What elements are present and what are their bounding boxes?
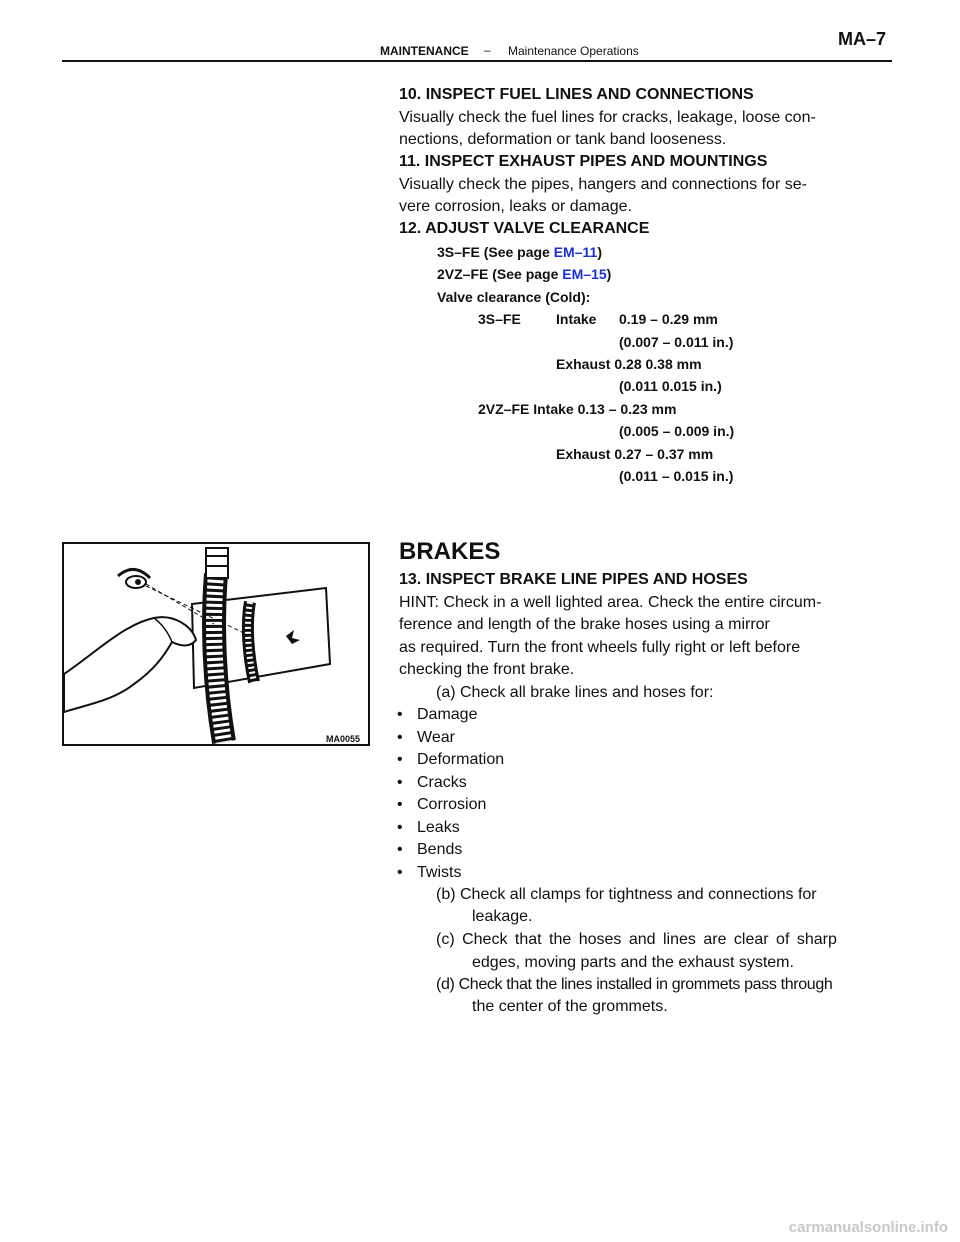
substep-a: (a) Check all brake lines and hoses for:	[436, 684, 714, 701]
bullet-text: Wear	[417, 729, 455, 746]
bullet-wear	[397, 729, 455, 747]
header-separator: –	[484, 43, 491, 57]
ref-3sfe-post: )	[597, 244, 602, 260]
bullet-damage	[397, 706, 477, 724]
bullet-icon: •	[397, 819, 403, 836]
bullet-icon: •	[397, 729, 403, 746]
bullet-icon: •	[397, 864, 403, 881]
bullet-text: Leaks	[417, 819, 460, 836]
hint-line-3: as required. Turn the front wheels fully right or left before	[399, 639, 801, 656]
bullet-icon: •	[397, 706, 403, 723]
hint-line-1: HINT: Check in a well lighted area. Check the entire circum-	[399, 594, 822, 611]
figure-brake-hose-inspection	[62, 542, 370, 746]
bullet-icon: •	[397, 796, 403, 813]
link-em-15[interactable]: EM–15	[562, 266, 607, 282]
ref-3sfe-pre: 3S–FE (See page	[437, 244, 554, 260]
spec-2vzfe-exhaust-mm: Exhaust 0.27 – 0.37 mm	[556, 446, 714, 462]
step-13-title: 13. INSPECT BRAKE LINE PIPES AND HOSES	[399, 571, 748, 588]
spec-2vzfe-intake-mm: 2VZ–FE Intake 0.13 – 0.23 mm	[478, 401, 677, 417]
brake-hose-illustration	[64, 544, 368, 744]
bullet-text: Corrosion	[417, 796, 487, 813]
hint-line-2: ference and length of the brake hoses using a mirror	[399, 616, 770, 633]
header-rule	[62, 60, 892, 62]
bullet-leaks	[397, 819, 460, 837]
substep-b-line-1: (b) Check all clamps for tightness and connections for	[436, 886, 817, 903]
bullet-text: Bends	[417, 841, 463, 858]
step-11-line-1: Visually check the pipes, hangers and connections for se-	[399, 176, 807, 193]
spec-3sfe-intake-in: (0.007 – 0.011 in.)	[619, 334, 734, 350]
spec-3sfe-exhaust-mm: Exhaust 0.28 0.38 mm	[556, 356, 702, 372]
bullet-text: Damage	[417, 706, 478, 723]
spec-3sfe-intake-label: Intake	[556, 311, 597, 327]
bullet-bends	[397, 841, 462, 859]
step-10-line-1: Visually check the fuel lines for cracks, leakage, loose con-	[399, 109, 816, 126]
ref-3sfe	[437, 244, 602, 260]
bullet-text: Cracks	[417, 774, 467, 791]
substep-d-line-1: (d) Check that the lines installed in grommets pass through	[436, 976, 833, 993]
bullet-icon: •	[397, 841, 403, 858]
step-10-title: 10. INSPECT FUEL LINES AND CONNECTIONS	[399, 86, 754, 103]
spec-title: Valve clearance (Cold):	[437, 289, 591, 305]
bullet-corrosion	[397, 796, 486, 814]
ref-2vzfe-pre: 2VZ–FE (See page	[437, 266, 563, 282]
header-section: MAINTENANCE	[380, 44, 469, 58]
bullet-deformation	[397, 751, 504, 769]
bullet-cracks	[397, 774, 467, 792]
substep-c-line-2: edges, moving parts and the exhaust system.	[472, 954, 794, 971]
bullet-text: Deformation	[417, 751, 505, 768]
link-em-11[interactable]: EM–11	[553, 244, 598, 260]
substep-b-line-2: leakage.	[472, 908, 533, 925]
spec-2vzfe-intake-in: (0.005 – 0.009 in.)	[619, 423, 735, 439]
page-number: MA–7	[838, 29, 887, 49]
step-10-line-2: nections, deformation or tank band looseness.	[399, 131, 727, 148]
footer-watermark: carmanualsonline.info	[788, 1219, 948, 1236]
spec-3sfe-exhaust-in: (0.011 0.015 in.)	[619, 378, 722, 394]
bullet-icon: •	[397, 751, 403, 768]
step-12-title: 12. ADJUST VALVE CLEARANCE	[399, 220, 650, 237]
spec-2vzfe-exhaust-in: (0.011 – 0.015 in.)	[619, 468, 734, 484]
ref-2vzfe-post: )	[606, 266, 612, 282]
bullet-icon: •	[397, 774, 403, 791]
substep-d-line-2: the center of the grommets.	[472, 998, 668, 1015]
spec-3sfe-label: 3S–FE	[478, 311, 521, 327]
ref-2vzfe	[437, 266, 611, 282]
figure-code: MA0055	[326, 734, 361, 744]
header-subsection: Maintenance Operations	[508, 44, 639, 58]
spec-3sfe-intake-mm: 0.19 – 0.29 mm	[619, 311, 718, 327]
bullet-text: Twists	[417, 864, 462, 881]
step-11-title: 11. INSPECT EXHAUST PIPES AND MOUNTINGS	[399, 153, 768, 170]
substep-c-line-1: (c) Check that the hoses and lines are clear of sharp	[436, 931, 837, 948]
hint-line-4: checking the front brake.	[399, 661, 575, 678]
section-title-brakes: BRAKES	[399, 538, 501, 565]
step-11-line-2: vere corrosion, leaks or damage.	[399, 198, 632, 215]
bullet-twists	[397, 864, 461, 882]
